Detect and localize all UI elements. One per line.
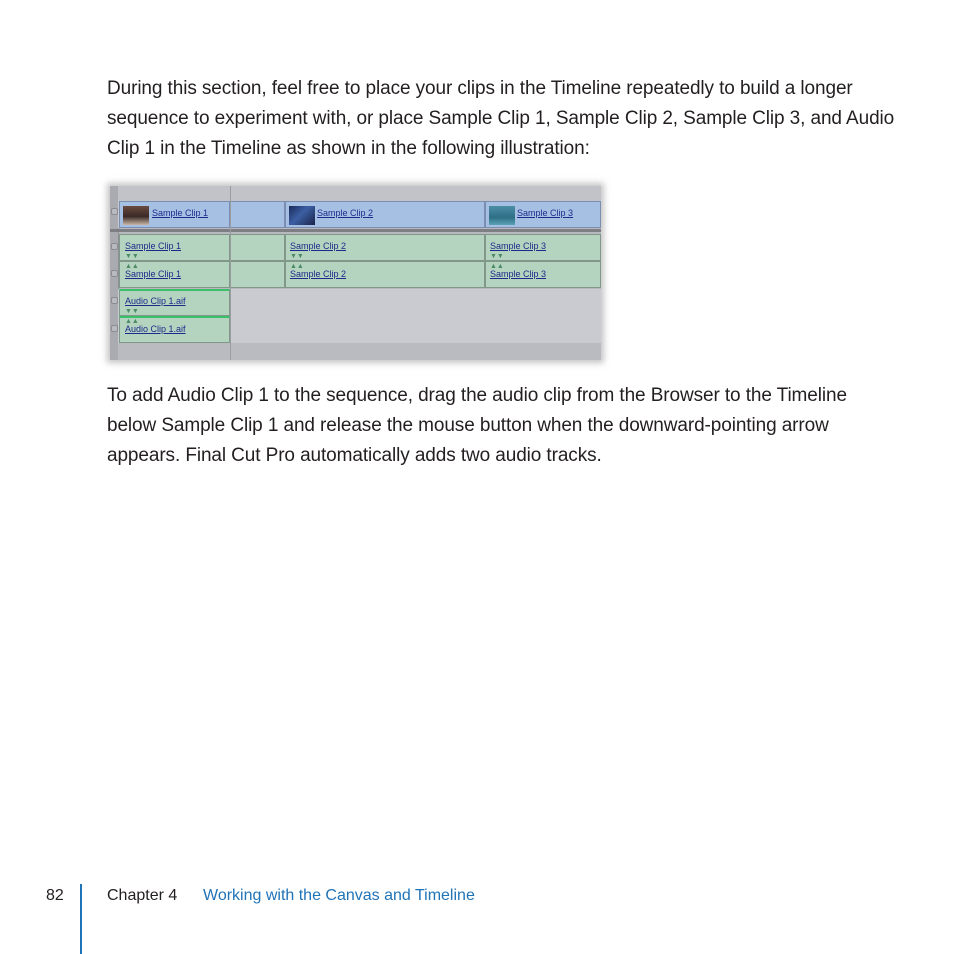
audio-clip-sample-2-a1[interactable] xyxy=(285,234,485,261)
audio-clip-label: Sample Clip 1 xyxy=(125,269,182,279)
audio-clip-gap-a2[interactable] xyxy=(230,261,285,288)
body-paragraph-2: To add Audio Clip 1 to the sequence, drag the audio clip from the Browser to the Timeline below Sample Clip 1 and release the mouse button when the downward-pointing arrow appears. Final Cut Pro automatically adds two audio tracks. xyxy=(107,385,847,466)
video-clip-2[interactable] xyxy=(285,201,485,228)
page-number: 82 xyxy=(46,887,64,904)
track-marker-icon xyxy=(111,243,118,250)
audio-clip-label: Sample Clip 1 xyxy=(125,241,182,251)
chapter-label: Chapter 4 xyxy=(107,887,178,904)
video-clip-label: Sample Clip 2 xyxy=(317,208,374,218)
chapter-title: Working with the Canvas and Timeline xyxy=(203,887,475,904)
link-triangle-up-icon: ▲▲ xyxy=(125,318,139,325)
video-clip-gap[interactable] xyxy=(230,201,285,228)
audio-clip-1-a4[interactable] xyxy=(119,316,230,343)
link-triangle-down-icon: ▼▼ xyxy=(490,253,504,260)
link-triangle-down-icon: ▼▼ xyxy=(125,253,139,260)
link-triangle-down-icon: ▼▼ xyxy=(290,253,304,260)
audio-clip-label: Sample Clip 2 xyxy=(290,241,347,251)
link-triangle-down-icon: ▼▼ xyxy=(125,308,139,315)
track-marker-icon xyxy=(111,325,118,332)
empty-track xyxy=(118,343,601,360)
track-marker-icon xyxy=(111,297,118,304)
timeline-illustration xyxy=(110,186,601,360)
video-clip-label: Sample Clip 3 xyxy=(517,208,574,218)
track-marker-icon xyxy=(111,208,118,215)
audio-clip-sample-1-a2[interactable] xyxy=(119,261,230,288)
timeline-ruler xyxy=(118,186,601,201)
link-triangle-up-icon: ▲▲ xyxy=(290,263,304,270)
audio-clip-sample-3-a1[interactable] xyxy=(485,234,601,261)
audio-clip-1-a3[interactable] xyxy=(119,289,230,316)
audio-clip-label: Audio Clip 1.aif xyxy=(125,296,186,306)
audio-clip-label: Sample Clip 2 xyxy=(290,269,347,279)
thumbnail-icon xyxy=(289,206,315,225)
thumbnail-icon xyxy=(489,206,515,225)
audio-clip-sample-3-a2[interactable] xyxy=(485,261,601,288)
audio-clip-sample-2-a2[interactable] xyxy=(285,261,485,288)
thumbnail-icon xyxy=(123,206,149,225)
track-marker-icon xyxy=(111,270,118,277)
audio-clip-sample-1-a1[interactable] xyxy=(119,234,230,261)
link-triangle-up-icon: ▲▲ xyxy=(490,263,504,270)
video-clip-label: Sample Clip 1 xyxy=(152,208,209,218)
audio-clip-label: Sample Clip 3 xyxy=(490,241,547,251)
video-clip-1[interactable] xyxy=(119,201,230,228)
body-paragraph-1: During this section, feel free to place your clips in the Timeline repeatedly to build a longer sequence to experiment with, or place Sample Clip 1, Sample Clip 2, Sample Clip 3, and Audio Clip 1 in the Timeline as shown in the following illustration: xyxy=(107,78,895,159)
edit-point-line xyxy=(230,186,231,360)
footer-rule xyxy=(80,884,82,954)
link-triangle-up-icon: ▲▲ xyxy=(125,263,139,270)
audio-clip-label: Audio Clip 1.aif xyxy=(125,324,186,334)
track-divider xyxy=(110,229,601,232)
video-clip-3[interactable] xyxy=(485,201,601,228)
audio-clip-gap-a1[interactable] xyxy=(230,234,285,261)
audio-clip-label: Sample Clip 3 xyxy=(490,269,547,279)
